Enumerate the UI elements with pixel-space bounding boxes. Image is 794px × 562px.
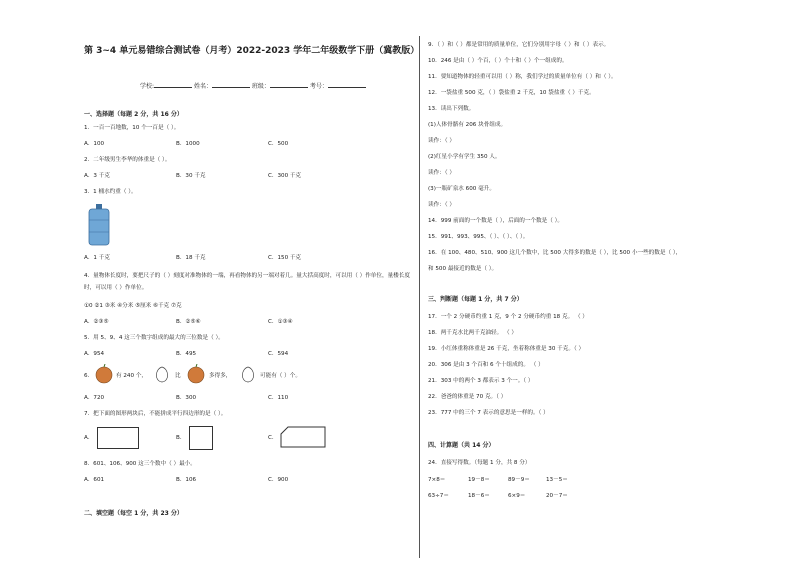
calc-item: 6×9＝ (508, 493, 526, 499)
question-13-3-read: 读作：（ ） (428, 202, 455, 208)
question-10: 10．246 是由（ ）个百，（ ）个十和（ ）个一组成的。 (428, 58, 568, 64)
question-14: 14．999 前面的一个数是（ ），后面的一个数是（ ）。 (428, 218, 563, 224)
question-8: 8．601、106、900 这三个数中（ ）最小。 (84, 461, 196, 467)
peach-icon (152, 364, 172, 384)
page-title: 第 3~4 单元易错综合测试卷（月考）2022-2023 学年二年级数学下册（冀教版） (84, 46, 420, 56)
question-6-tail: 可能有（ ）个。 (260, 373, 301, 379)
question-22: 22．爸爸的体重是 70 克。（ ） (428, 394, 507, 400)
calc-item: 89－9＝ (508, 477, 530, 483)
calc-item: 20－7＝ (546, 493, 568, 499)
question-6-count: 有 240 个， (116, 373, 148, 379)
calc-item: 63÷7＝ (428, 493, 449, 499)
q7-option-b: B． (176, 435, 186, 441)
q5-option-b: B．495 (176, 351, 197, 357)
question-19: 19．小红体重称体重是 26 千克，坐着称体重是 30 千克。（ ） (428, 346, 585, 352)
question-18: 18．两千克水比两千克油轻。 （ ） (428, 330, 517, 336)
class-label: 班级： (251, 83, 270, 90)
q1-option-c: C．500 (268, 141, 289, 147)
student-info-line (140, 80, 366, 90)
name-label: 姓名： (193, 83, 212, 90)
question-13-2: (2)红星小学有学生 350 人。 (428, 154, 501, 160)
q6-option-a: A．720 (84, 395, 105, 401)
question-16-cont: 和 500 最接近的数是（ ）。 (428, 266, 498, 272)
calc-item: 18－6＝ (468, 493, 490, 499)
square-shape (189, 426, 213, 450)
question-15: 15．991、993、995、（ ）、（ ）、（ ）。 (428, 234, 529, 240)
question-17: 17．一个 2 分硬币约重 1 克，9 个 2 分硬币约重 18 克。 （ ） (428, 314, 588, 320)
q8-option-c: C．900 (268, 477, 289, 483)
q8-option-a: A．601 (84, 477, 105, 483)
question-13-1: (1)人体骨骼有 206 块骨组成。 (428, 122, 507, 128)
question-4: 4．量物体长度时，要把尺子的（ ）刻度对准物体的一端，再看物体的另一端对着几。量大括高度时，可以用（ ）作单位，量楼长度时，可以用（ ）作单位。 (84, 273, 410, 291)
apple-icon-2 (186, 364, 206, 384)
question-12: 12．一袋盐重 500 克，（ ）袋盐重 2 千克，10 袋盐重（ ）千克。 (428, 90, 595, 96)
q2-option-c: C．300 千克 (268, 173, 302, 179)
question-11: 11．要知道物体的轻重可以用（ ）称，我们学过的质量单位有（ ）和（ ）。 (428, 74, 617, 80)
q7-option-a: A． (84, 435, 94, 441)
question-6-compare: 比 (175, 373, 181, 379)
q7-option-c: C． (268, 435, 278, 441)
question-6-number: 6． (84, 373, 94, 379)
question-7: 7．把下面的图形两块后，不能拼成平行四边形的是（ ）。 (84, 411, 227, 417)
peach-icon-2 (238, 364, 258, 384)
school-field[interactable] (154, 80, 192, 88)
q8-option-b: B．106 (176, 477, 197, 483)
question-13-2-read: 读作：（ ） (428, 170, 455, 176)
question-13-1-read: 读作：（ ） (428, 138, 455, 144)
question-24: 24．直接写得数。（每题 1 分，共 8 分） (428, 460, 531, 466)
q4-option-a: A．②③⑤ (84, 319, 109, 325)
q4-units: ①0 ②1 ③米 ④分米 ⑤厘米 ⑥千克 ⑦克 (84, 303, 182, 309)
rectangle-shape (97, 427, 139, 449)
school-label: 学校: (140, 83, 155, 90)
pentagon-shape (280, 426, 326, 448)
q1-option-a: A．100 (84, 141, 105, 147)
q6-option-b: B．300 (176, 395, 197, 401)
name-field[interactable] (212, 80, 250, 88)
question-1: 1．一百一百地数，10 个一百是（ ）。 (84, 125, 180, 131)
section-fill-blank: 二、填空题（每空 1 分，共 23 分） (84, 510, 183, 517)
q6-option-c: C．110 (268, 395, 289, 401)
section-true-false: 三、判断题（每题 1 分，共 7 分） (428, 296, 523, 303)
exam-no-label: 考号： (309, 83, 328, 90)
calc-item: 19－8＝ (468, 477, 490, 483)
question-20: 20．306 是由 3 个百和 6 个十组成的。 （ ） (428, 362, 544, 368)
question-13: 13．读出下列数。 (428, 106, 475, 112)
section-choice: 一、选择题（每题 2 分，共 16 分） (84, 111, 183, 118)
question-21: 21．303 中的两个 3 都表示 3 个一。（ ） (428, 378, 534, 384)
q4-option-c: C．①③④ (268, 319, 293, 325)
apple-icon (94, 364, 114, 384)
calc-item: 13－5＝ (546, 477, 568, 483)
q5-option-c: C．594 (268, 351, 289, 357)
q1-option-b: B．1000 (176, 141, 200, 147)
question-13-3: (3)一瓶矿泉水 600 毫升。 (428, 186, 495, 192)
q4-option-b: B．②⑤⑥ (176, 319, 201, 325)
q3-option-c: C．150 千克 (268, 255, 302, 261)
question-2: 2．二年级男生李华的体重是（ ）。 (84, 157, 171, 163)
section-calculation: 四、计算题（共 14 分） (428, 442, 495, 449)
exam-no-field[interactable] (328, 80, 366, 88)
question-9: 9．（ ）和（ ）都是常用的质量单位，它们分别用字母（ ）和（ ）表示。 (428, 42, 610, 48)
q2-option-a: A．3 千克 (84, 173, 110, 179)
question-6-more: 多得多， (209, 373, 232, 379)
q5-option-a: A．954 (84, 351, 105, 357)
q3-option-a: A．1 千克 (84, 255, 110, 261)
question-23: 23．777 中的三个 7 表示的意思是一样的。（ ） (428, 410, 549, 416)
q2-option-b: B．30 千克 (176, 173, 206, 179)
question-3: 3．1 桶水约重（ ）。 (84, 189, 137, 195)
question-16: 16．在 100、480、510、900 这几个数中，比 500 大得多的数是（ ），比 500 小一些的数是（ ）， (428, 250, 682, 256)
question-5: 5．用 5、9、4 这三个数字组成的最大的三位数是（ ）。 (84, 335, 224, 341)
column-divider (419, 36, 420, 558)
water-bottle-icon (88, 204, 110, 246)
class-field[interactable] (270, 80, 308, 88)
calc-item: 7×8＝ (428, 477, 446, 483)
q3-option-b: B．18 千克 (176, 255, 206, 261)
